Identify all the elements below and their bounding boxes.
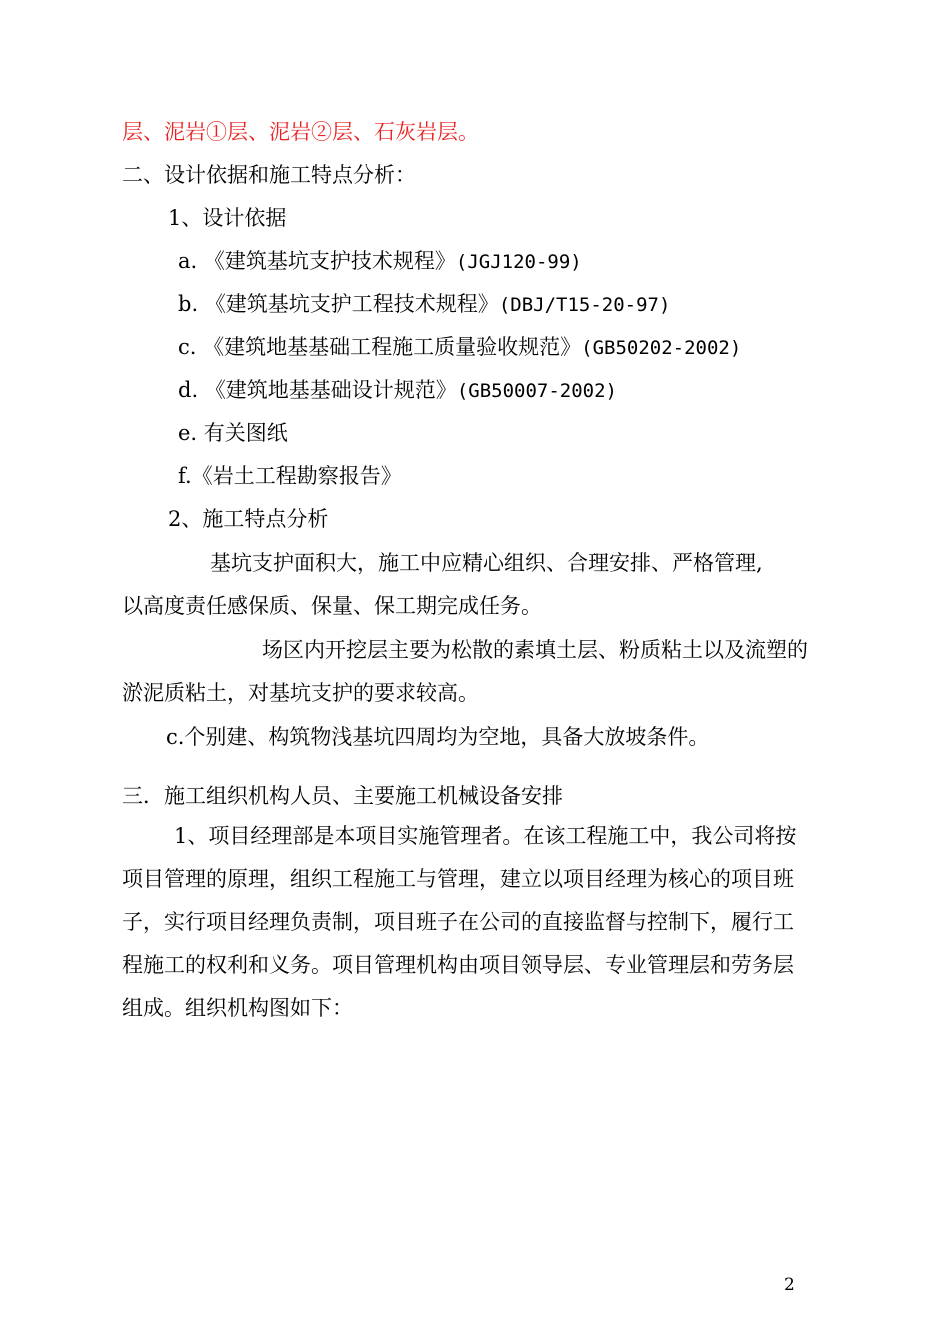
basis-item-a xyxy=(178,246,582,277)
section2-heading: 二、设计依据和施工特点分析： xyxy=(122,163,416,187)
basis-item-f xyxy=(178,461,402,491)
section3-para-line2: 项目管理的原理，组织工程施工与管理，建立以项目经理为核心的项目班 xyxy=(122,867,794,891)
section3-para-line1: 1、项目经理部是本项目实施管理者。在该工程施工中，我公司将按 xyxy=(174,824,797,848)
item-name: 《岩土工程勘察报告》 xyxy=(191,464,402,488)
item-code: (GB50007-2002) xyxy=(456,380,617,402)
item-label: a. xyxy=(178,249,198,273)
basis-item-e xyxy=(178,418,288,448)
intro-line: 层、泥岩①层、泥岩②层、石灰岩层。 xyxy=(122,120,479,144)
analysis-p1-line1: 基坑支护面积大，施工中应精心组织、合理安排、严格管理, xyxy=(210,551,763,575)
section2-sub2-title: 2、施工特点分析 xyxy=(168,507,329,531)
analysis-p1-line2: 以高度责任感保质、保量、保工期完成任务。 xyxy=(122,594,542,618)
page-number: 2 xyxy=(784,1275,795,1295)
analysis-p3: c.个别建、构筑物浅基坑四周均为空地，具备大放坡条件。 xyxy=(166,725,710,749)
section3-para-line4: 程施工的权利和义务。项目管理机构由项目领导层、专业管理层和劳务层 xyxy=(122,953,794,977)
item-code: (GB50202-2002) xyxy=(581,337,742,359)
item-name: 《建筑地基基础设计规范》 xyxy=(204,378,457,402)
item-code: (DBJ/T15-20-97) xyxy=(498,294,671,316)
section2-sub1-title: 1、设计依据 xyxy=(168,206,287,230)
analysis-p2-line1: 场区内开挖层主要为松散的素填土层、粉质粘土以及流塑的 xyxy=(262,638,808,662)
item-name: 《建筑地基基础工程施工质量验收规范》 xyxy=(203,335,582,359)
section3-heading: 三．施工组织机构人员、主要施工机械设备安排 xyxy=(122,784,563,808)
item-label: b. xyxy=(178,292,199,316)
item-label: d. xyxy=(178,378,199,402)
basis-item-d xyxy=(178,375,617,406)
item-label: f. xyxy=(178,464,192,488)
section3-para-line3: 子，实行项目经理负责制，项目班子在公司的直接监督与控制下，履行工 xyxy=(122,910,794,934)
analysis-p2-line2: 淤泥质粘土，对基坑支护的要求较高。 xyxy=(122,681,479,705)
item-name: 有关图纸 xyxy=(203,421,288,445)
item-code: (JGJ120-99) xyxy=(455,251,582,273)
basis-item-c xyxy=(178,332,741,363)
section3-para-line5: 组成。组织机构图如下： xyxy=(122,996,353,1020)
item-label: c. xyxy=(178,335,197,359)
basis-item-b xyxy=(178,289,670,320)
item-name: 《建筑基坑支护工程技术规程》 xyxy=(204,292,499,316)
item-label: e. xyxy=(178,421,198,445)
item-name: 《建筑基坑支护技术规程》 xyxy=(203,249,456,273)
